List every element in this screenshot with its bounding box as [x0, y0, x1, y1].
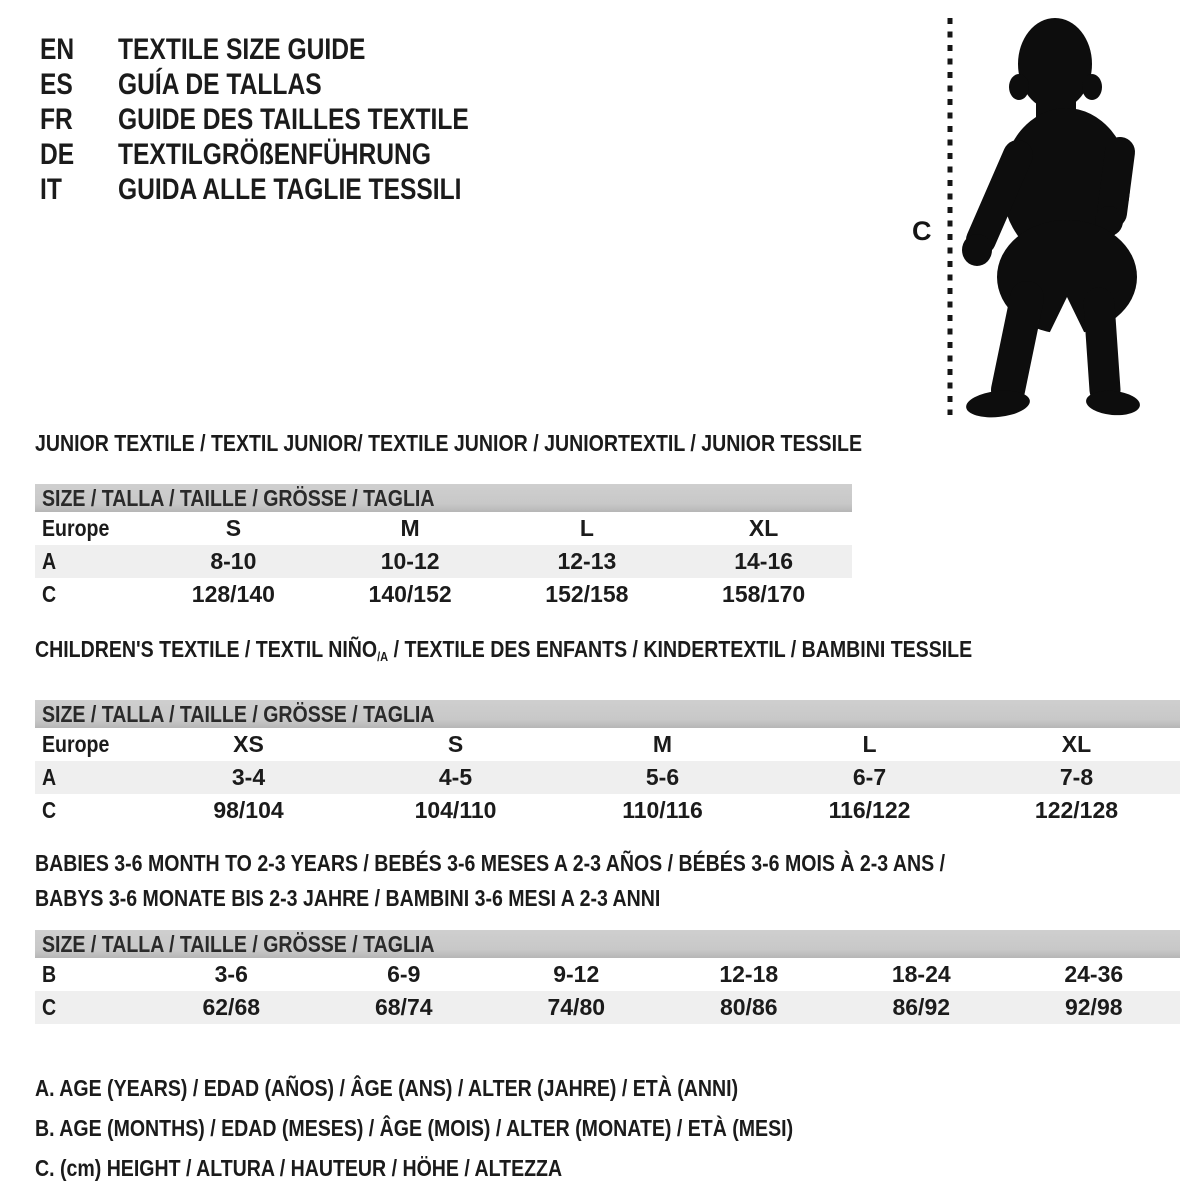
- height-cell: 80/86: [719, 994, 778, 1020]
- babies-title-line2: BABYS 3-6 MONATE BIS 2-3 JAHRE / BAMBINI 3-6 MESI A 2-3 ANNI: [35, 885, 661, 911]
- legend-text-b: B. AGE (MONTHS) / EDAD (MESES) / ÂGE (MOIS) / ALTER (MONATE) / ETÀ (MESI): [35, 1114, 794, 1141]
- height-cell: 68/74: [374, 994, 433, 1020]
- legend-line-a: [35, 1068, 927, 1108]
- lang-row-it: [40, 172, 546, 207]
- lang-row-fr: [40, 102, 546, 137]
- size-cell: M: [400, 515, 420, 541]
- babies-title-line1: BABIES 3-6 MONTH TO 2-3 YEARS / BEBÉS 3-6 MESES A 2-3 AÑOS / BÉBÉS 3-6 MOIS À 2-3 ANS /: [35, 850, 946, 876]
- lang-code: IT: [40, 172, 62, 206]
- row-label: A: [42, 548, 57, 574]
- height-cell: 116/122: [828, 797, 911, 823]
- size-header-text: SIZE / TALLA / TAILLE / GRÖSSE / TAGLIA: [42, 930, 435, 957]
- height-cell: 86/92: [892, 994, 951, 1020]
- table-row: [35, 728, 1180, 761]
- junior-size-table: [35, 484, 852, 611]
- size-cell: S: [447, 731, 464, 757]
- babies-size-table: [35, 930, 1180, 1024]
- age-cell: 3-6: [214, 961, 248, 987]
- measure-legend: [35, 1068, 927, 1188]
- size-cell: S: [225, 515, 242, 541]
- row-label: C: [42, 797, 57, 823]
- legend-text-c: C. (cm) HEIGHT / ALTURA / HAUTEUR / HÖHE / ALTEZZA: [35, 1154, 563, 1181]
- age-cell: 4-5: [438, 764, 473, 790]
- lang-code: FR: [40, 102, 73, 136]
- toddler-silhouette-svg: [880, 0, 1200, 440]
- lang-code: EN: [40, 32, 75, 66]
- age-cell: 12-13: [557, 548, 617, 574]
- size-cell: L: [579, 515, 594, 541]
- junior-title-text: JUNIOR TEXTILE / TEXTIL JUNIOR/ TEXTILE JUNIOR / JUNIORTEXTIL / JUNIOR TESSILE: [35, 430, 863, 456]
- age-cell: 14-16: [734, 548, 794, 574]
- height-cell: 92/98: [1064, 994, 1123, 1020]
- size-cell: XL: [748, 515, 779, 541]
- junior-section-title: [35, 430, 863, 456]
- table-row: [35, 761, 1180, 794]
- toddler-silhouette-figure: [880, 0, 1200, 440]
- size-cell: XS: [233, 731, 264, 757]
- row-label: B: [42, 961, 57, 987]
- height-cell: 62/68: [202, 994, 261, 1020]
- lang-title: TEXTILE SIZE GUIDE: [118, 32, 366, 66]
- age-cell: 18-24: [891, 961, 951, 987]
- age-cell: 6-9: [387, 961, 421, 987]
- row-label: Europe: [42, 515, 110, 541]
- toddler-silhouette: [962, 18, 1141, 420]
- legend-line-b: [35, 1108, 927, 1148]
- size-cell: M: [652, 731, 673, 757]
- lang-title: GUIDA ALLE TAGLIE TESSILI: [118, 172, 462, 206]
- section-childrens-textile: [35, 636, 1180, 827]
- legend-text-a: A. AGE (YEARS) / EDAD (AÑOS) / ÂGE (ANS) / ALTER (JAHRE) / ETÀ (ANNI): [35, 1074, 739, 1101]
- children-size-header-bar: [35, 700, 1180, 728]
- height-cell: 74/80: [547, 994, 606, 1020]
- table-row: [35, 991, 1180, 1024]
- size-header-text: SIZE / TALLA / TAILLE / GRÖSSE / TAGLIA: [42, 484, 435, 511]
- age-cell: 12-18: [719, 961, 779, 987]
- table-row: [35, 545, 852, 578]
- lang-row-de: [40, 137, 546, 172]
- age-cell: 10-12: [380, 548, 440, 574]
- age-cell: 6-7: [852, 764, 887, 790]
- lang-title: TEXTILGRÖßENFÜHRUNG: [118, 137, 431, 171]
- lang-row-en: [40, 32, 546, 67]
- height-cell: 104/110: [414, 797, 497, 823]
- age-cell: 3-4: [231, 764, 266, 790]
- lang-code: DE: [40, 137, 75, 171]
- section-babies-textile: [35, 846, 1180, 1024]
- lang-code: ES: [40, 67, 73, 101]
- age-cell: 7-8: [1059, 764, 1094, 790]
- height-label-c: C: [912, 216, 932, 246]
- lang-row-es: [40, 67, 546, 102]
- height-cell: 98/104: [213, 797, 284, 823]
- language-title-list: [40, 32, 546, 207]
- size-cell: XL: [1061, 731, 1092, 757]
- lang-title: GUÍA DE TALLAS: [118, 67, 322, 101]
- age-cell: 5-6: [645, 764, 680, 790]
- height-cell: 128/140: [191, 581, 275, 607]
- table-row: [35, 512, 852, 545]
- children-section-title: [35, 636, 1180, 670]
- legend-line-c: [35, 1148, 927, 1188]
- size-cell: L: [862, 731, 877, 757]
- row-label: Europe: [42, 731, 110, 757]
- babies-size-header-bar: [35, 930, 1180, 958]
- table-row: [35, 958, 1180, 991]
- height-cell: 140/152: [368, 581, 452, 607]
- age-cell: 9-12: [553, 961, 600, 987]
- size-header-text: SIZE / TALLA / TAILLE / GRÖSSE / TAGLIA: [42, 700, 435, 727]
- age-cell: 8-10: [210, 548, 257, 574]
- age-cell: 24-36: [1064, 961, 1124, 987]
- lang-title: GUIDE DES TAILLES TEXTILE: [118, 102, 469, 136]
- row-label: A: [42, 764, 57, 790]
- children-size-table: [35, 700, 1180, 827]
- height-cell: 152/158: [545, 581, 629, 607]
- table-row: [35, 578, 852, 611]
- section-junior-textile: [35, 430, 863, 611]
- height-cell: 122/128: [1034, 797, 1119, 823]
- table-row: [35, 794, 1180, 827]
- children-title-sub: /A: [377, 649, 389, 664]
- babies-section-title: [35, 846, 1180, 916]
- height-cell: 110/116: [622, 797, 703, 823]
- row-label: C: [42, 994, 57, 1020]
- children-title-text: CHILDREN'S TEXTILE / TEXTIL $NIÑO_{/A}$ / TEXTILE DES ENFANTS / KINDERTEXTIL / BAMBINI TESSILE: [35, 636, 973, 664]
- junior-size-header-bar: [35, 484, 852, 512]
- height-cell: 158/170: [722, 581, 806, 607]
- row-label: C: [42, 581, 57, 607]
